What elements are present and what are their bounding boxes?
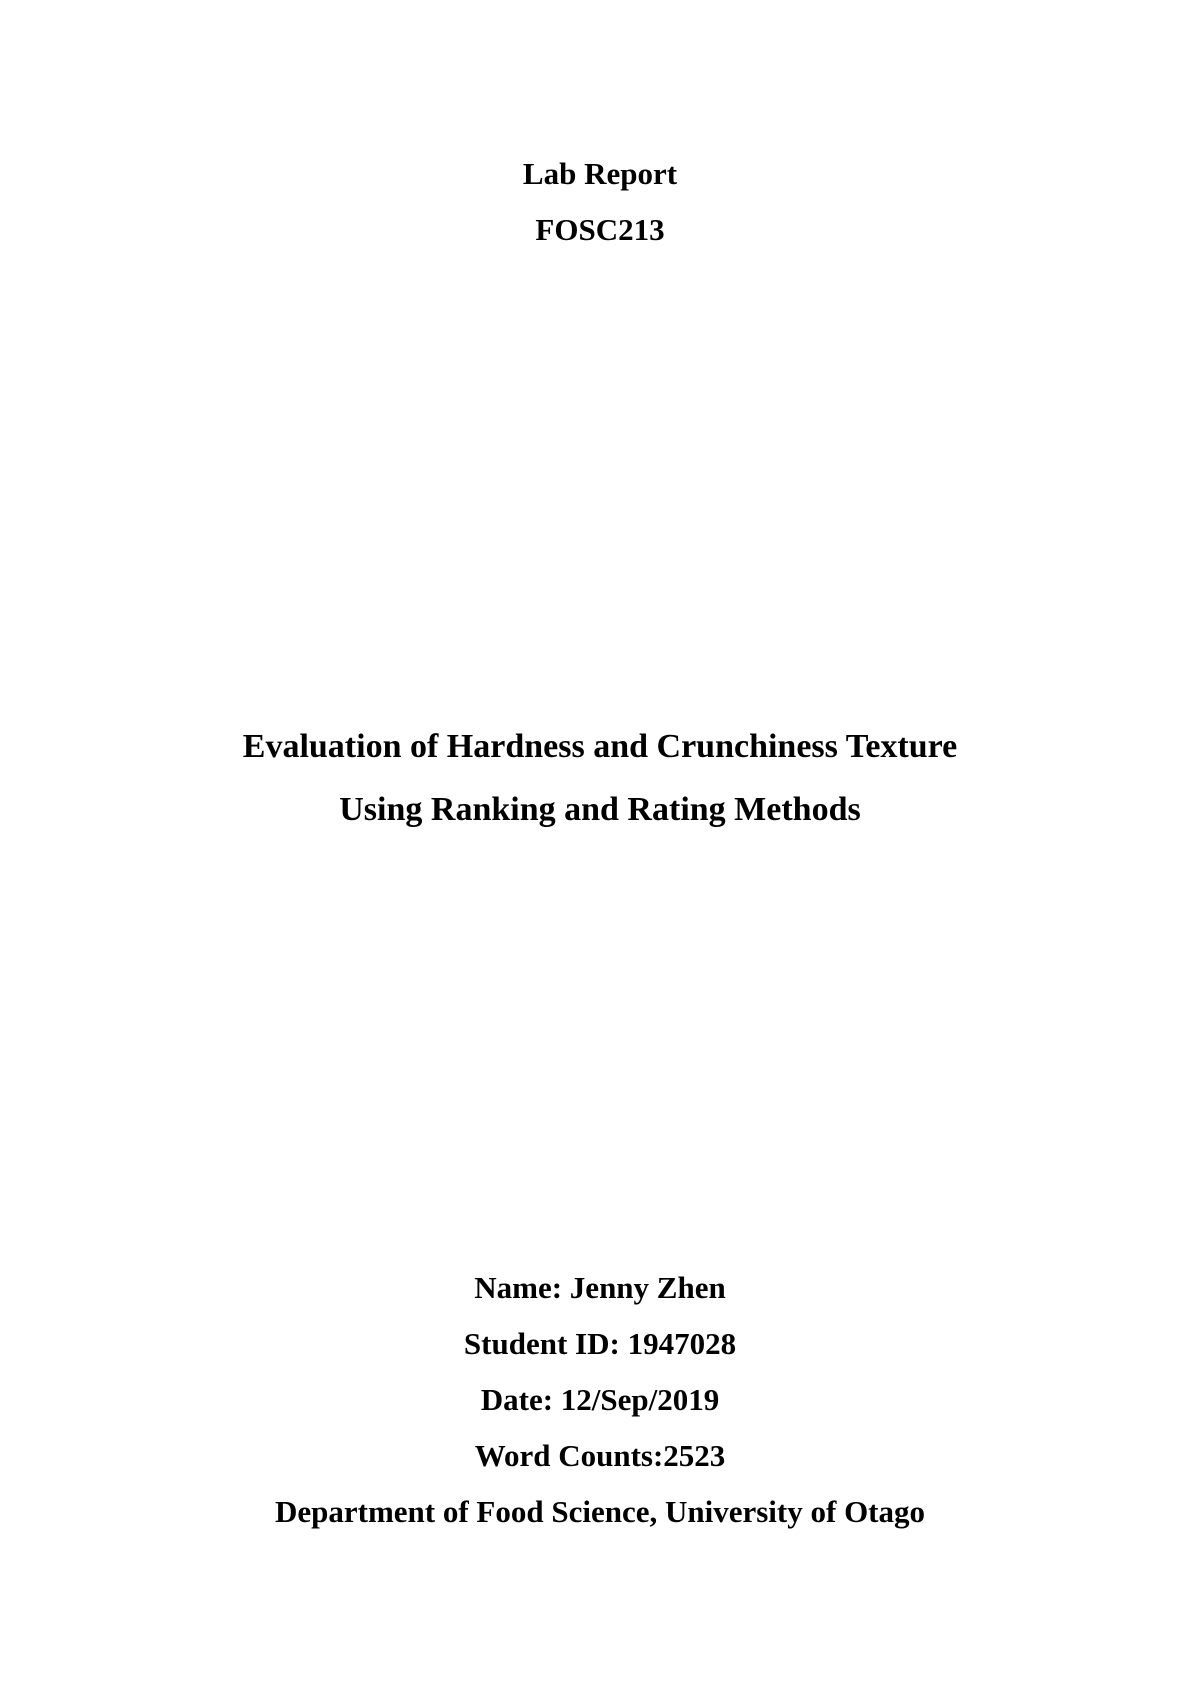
word-count: Word Counts:2523 (474, 1438, 726, 1473)
author-info (0, 1260, 1200, 1540)
author-name: Name: Jenny Zhen (474, 1270, 726, 1305)
title-line-1: Evaluation of Hardness and Crunchiness Texture (242, 728, 958, 765)
cover-header (0, 146, 1200, 258)
report-type: Lab Report (522, 156, 678, 191)
report-title (0, 715, 1200, 841)
course-code: FOSC213 (535, 212, 665, 247)
title-line-2: Using Ranking and Rating Methods (339, 791, 861, 828)
department: Department of Food Science, University of Otago (274, 1494, 926, 1529)
report-date: Date: 12/Sep/2019 (480, 1382, 720, 1417)
student-id: Student ID: 1947028 (463, 1326, 737, 1361)
